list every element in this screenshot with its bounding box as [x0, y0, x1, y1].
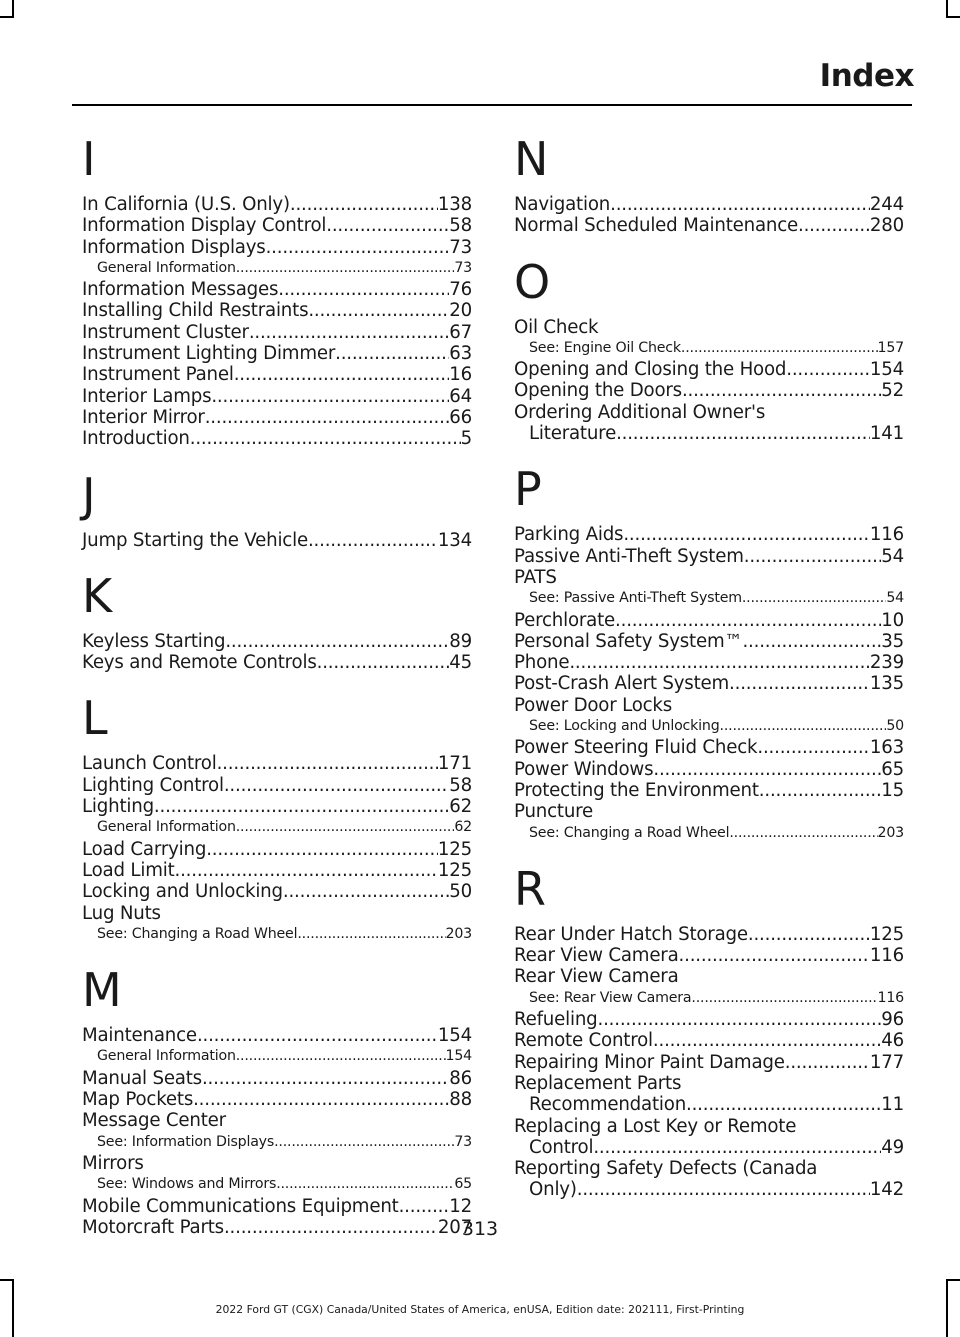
entry-page-number: 203: [445, 925, 472, 942]
entry-term: Lighting Control: [82, 774, 224, 796]
index-entry: [82, 1025, 472, 1046]
dot-leader: [274, 1132, 454, 1153]
index-entry: [82, 775, 472, 796]
entry-page-number: 280: [869, 215, 904, 237]
index-entry: [514, 631, 904, 652]
crop-mark: [0, 1279, 14, 1281]
entry-page-number: 125: [437, 859, 472, 881]
entry-page-number: 73: [454, 1133, 472, 1150]
footer-edition-info: 2022 Ford GT (CGX) Canada/United States of America, enUSA, Edition date: 202111, First-Printing: [215, 1303, 745, 1316]
dot-leader: [577, 1179, 870, 1200]
entry-term: Power Steering Fluid Check: [514, 737, 758, 759]
dot-leader: [193, 1089, 449, 1110]
dot-leader: [616, 423, 870, 444]
dot-leader: [786, 359, 870, 380]
entry-term: Perchlorate: [514, 609, 616, 631]
entry-page-number: 239: [869, 652, 904, 674]
entry-page-number: 66: [449, 406, 472, 428]
entry-page-number: 154: [869, 359, 904, 381]
section-entries: [82, 753, 472, 945]
dot-leader: [225, 631, 449, 652]
dot-leader: [742, 588, 886, 609]
entry-page-number: 15: [881, 779, 904, 801]
index-entry: [82, 407, 472, 428]
entry-term: Mirrors: [82, 1152, 144, 1174]
entry-term: Mobile Communications Equipment: [82, 1195, 399, 1217]
entry-term: Installing Child Restraints: [82, 300, 309, 322]
entry-page-number: 11: [881, 1094, 904, 1116]
index-entry: [82, 881, 472, 902]
section-entries: [82, 1025, 472, 1238]
dot-leader: [197, 1025, 438, 1046]
entry-term: See: Windows and Mirrors: [97, 1176, 277, 1193]
dot-leader: [679, 945, 870, 966]
entry-page-number: 10: [881, 609, 904, 631]
dot-leader: [236, 258, 455, 279]
entry-page-number: 96: [881, 1009, 904, 1031]
index-entry: [514, 780, 904, 801]
entry-term: Replacement Parts: [514, 1072, 682, 1094]
dot-leader: [399, 1196, 450, 1217]
index-entry: [514, 652, 904, 673]
entry-page-number: 16: [449, 364, 472, 386]
entry-page-number: 141: [869, 423, 904, 445]
entry-term: PATS: [514, 566, 557, 588]
crop-mark: [946, 1279, 960, 1281]
dot-leader: [317, 652, 450, 673]
dot-leader: [283, 881, 449, 902]
entry-page-number: 154: [445, 1048, 472, 1065]
entry-page-number: 116: [869, 524, 904, 546]
entry-term: General Information: [97, 1048, 236, 1065]
index-entry: [514, 1137, 904, 1158]
index-entry: [514, 546, 904, 567]
dot-leader: [798, 215, 870, 236]
entry-term: Keys and Remote Controls: [82, 652, 317, 674]
entry-page-number: 89: [449, 630, 472, 652]
index-subentry: [514, 716, 904, 737]
entry-term: Instrument Lighting Dimmer: [82, 343, 336, 365]
dot-leader: [681, 338, 878, 359]
section-letter: J: [82, 467, 96, 522]
index-entry: [82, 386, 472, 407]
index-subentry: [514, 338, 904, 359]
dot-leader: [653, 1030, 881, 1051]
entry-term: Lighting: [82, 796, 154, 818]
entry-term: Control: [529, 1136, 594, 1158]
index-entry: [514, 1009, 904, 1030]
entry-term: See: Passive Anti-Theft System: [529, 590, 742, 607]
entry-term: Reporting Safety Defects (Canada: [514, 1158, 818, 1180]
dot-leader: [224, 775, 449, 796]
index-subentry: [82, 1046, 472, 1067]
dot-leader: [236, 817, 455, 838]
dot-leader: [623, 524, 870, 545]
entry-term: See: Information Displays: [97, 1133, 275, 1150]
dot-leader: [729, 673, 870, 694]
dot-leader: [744, 546, 882, 567]
index-entry: [82, 796, 472, 817]
entry-page-number: 35: [881, 630, 904, 652]
entry-page-number: 116: [877, 989, 904, 1006]
entry-term: Protecting the Environment: [514, 779, 759, 801]
entry-page-number: 157: [877, 339, 904, 356]
entry-term: Information Displays: [82, 236, 266, 258]
index-entry: [82, 1196, 472, 1217]
index-entry: [514, 1158, 904, 1179]
entry-page-number: 142: [869, 1179, 904, 1201]
entry-term: Information Display Control: [82, 215, 327, 237]
index-entry: [514, 1052, 904, 1073]
index-entry: [514, 1030, 904, 1051]
dot-leader: [206, 839, 438, 860]
dot-leader: [653, 759, 881, 780]
dot-leader: [691, 988, 877, 1009]
entry-page-number: 5: [460, 428, 472, 450]
section-entries: [82, 631, 472, 674]
dot-leader: [297, 924, 445, 945]
dot-leader: [290, 194, 438, 215]
dot-leader: [615, 610, 881, 631]
index-entry: [514, 359, 904, 380]
dot-leader: [598, 1009, 882, 1030]
index-subentry: [82, 924, 472, 945]
dot-leader: [205, 407, 450, 428]
entry-page-number: 63: [449, 343, 472, 365]
index-entry: [82, 364, 472, 385]
dot-leader: [236, 1046, 446, 1067]
index-column-right: [514, 132, 904, 1201]
section-entries: [514, 524, 904, 843]
entry-term: Manual Seats: [82, 1067, 202, 1089]
index-entry: [514, 194, 904, 215]
entry-term: Rear Under Hatch Storage: [514, 923, 748, 945]
entry-term: Passive Anti-Theft System: [514, 545, 744, 567]
entry-page-number: 203: [877, 824, 904, 841]
entry-page-number: 62: [449, 796, 472, 818]
section-entries: [82, 194, 472, 450]
entry-page-number: 116: [869, 945, 904, 967]
entry-page-number: 73: [454, 259, 472, 276]
entry-term: Power Windows: [514, 758, 654, 780]
dot-leader: [190, 428, 461, 449]
entry-page-number: 64: [449, 385, 472, 407]
entry-term: Opening the Doors: [514, 380, 682, 402]
section-letter: I: [82, 132, 96, 186]
entry-term: See: Locking and Unlocking: [529, 718, 720, 735]
dot-leader: [234, 364, 450, 385]
entry-term: Launch Control: [82, 753, 217, 775]
entry-page-number: 73: [449, 236, 472, 258]
entry-term: Normal Scheduled Maintenance: [514, 215, 799, 237]
index-entry: [514, 1094, 904, 1115]
index-entry: [82, 1153, 472, 1174]
index-entry: [82, 631, 472, 652]
index-entry: [82, 1089, 472, 1110]
entry-page-number: 135: [869, 673, 904, 695]
section-letter: P: [514, 462, 542, 517]
index-entry: [82, 428, 472, 449]
entry-term: Message Center: [82, 1110, 226, 1132]
index-entry: [82, 237, 472, 258]
index-subentry: [82, 1174, 472, 1195]
dot-leader: [278, 279, 449, 300]
entry-page-number: 67: [449, 321, 472, 343]
entry-term: Jump Starting the Vehicle: [82, 529, 308, 551]
entry-term: Information Messages: [82, 279, 279, 301]
entry-term: Literature: [529, 423, 617, 445]
entry-term: Power Door Locks: [514, 694, 673, 716]
crop-mark: [946, 16, 960, 18]
entry-term: See: Changing a Road Wheel: [529, 824, 730, 841]
entry-page-number: 177: [869, 1051, 904, 1073]
index-column-left: [82, 132, 472, 1238]
index-entry: [82, 194, 472, 215]
dot-leader: [569, 652, 870, 673]
entry-page-number: 52: [881, 380, 904, 402]
section-letter: R: [514, 861, 546, 916]
index-subentry: [514, 588, 904, 609]
section-entries: [514, 194, 904, 237]
entry-page-number: 125: [437, 838, 472, 860]
index-entry: [82, 300, 472, 321]
index-entry: [514, 966, 904, 987]
index-entry: [82, 1110, 472, 1131]
index-entry: [514, 1073, 904, 1094]
entry-page-number: 62: [454, 819, 472, 836]
section-letter: N: [514, 132, 549, 186]
index-entry: [514, 317, 904, 338]
entry-term: Instrument Panel: [82, 364, 234, 386]
entry-page-number: 50: [449, 881, 472, 903]
dot-leader: [729, 823, 877, 844]
entry-term: Rear View Camera: [514, 966, 679, 988]
entry-term: See: Engine Oil Check: [529, 339, 681, 356]
index-entry: [82, 652, 472, 673]
entry-term: Navigation: [514, 194, 611, 215]
crop-mark: [0, 16, 14, 18]
index-entry: [514, 215, 904, 236]
entry-term: See: Changing a Road Wheel: [97, 925, 298, 942]
section-entries: [514, 317, 904, 445]
dot-leader: [720, 716, 887, 737]
page-title: Index: [819, 58, 914, 94]
index-subentry: [82, 1132, 472, 1153]
entry-term: General Information: [97, 259, 236, 276]
entry-page-number: 50: [886, 718, 904, 735]
entry-term: See: Rear View Camera: [529, 989, 692, 1006]
entry-term: Opening and Closing the Hood: [514, 359, 787, 381]
section-letter: M: [82, 963, 122, 1018]
index-subentry: [514, 823, 904, 844]
dot-leader: [748, 924, 870, 945]
section-entries: [82, 530, 472, 551]
entry-page-number: 65: [454, 1176, 472, 1193]
index-entry: [514, 924, 904, 945]
entry-page-number: 154: [437, 1025, 472, 1047]
dot-leader: [686, 1094, 881, 1115]
dot-leader: [175, 860, 438, 881]
entry-page-number: 125: [869, 923, 904, 945]
title-divider: [72, 104, 912, 106]
entry-term: Interior Lamps: [82, 385, 212, 407]
dot-leader: [249, 322, 449, 343]
index-entry: [514, 610, 904, 631]
entry-term: Lug Nuts: [82, 902, 161, 924]
index-entry: [82, 322, 472, 343]
entry-term: Interior Mirror: [82, 406, 205, 428]
entry-page-number: 45: [449, 652, 472, 674]
index-entry: [82, 343, 472, 364]
dot-leader: [742, 631, 881, 652]
entry-page-number: 244: [869, 194, 904, 215]
entry-term: In California (U.S. Only): [82, 194, 290, 215]
entry-page-number: 134: [437, 529, 472, 551]
entry-term: Instrument Cluster: [82, 321, 249, 343]
entry-term: Ordering Additional Owner's: [514, 401, 766, 423]
index-entry: [514, 673, 904, 694]
entry-term: Recommendation: [529, 1094, 687, 1116]
entry-term: Rear View Camera: [514, 945, 679, 967]
entry-term: Load Limit: [82, 859, 175, 881]
index-entry: [514, 402, 904, 423]
entry-term: Replacing a Lost Key or Remote: [514, 1115, 797, 1137]
entry-page-number: 65: [881, 758, 904, 780]
entry-term: Locking and Unlocking: [82, 881, 283, 903]
index-subentry: [514, 988, 904, 1009]
entry-term: Load Carrying: [82, 838, 207, 860]
entry-term: Oil Check: [514, 316, 599, 338]
dot-leader: [759, 780, 881, 801]
entry-term: Puncture: [514, 801, 594, 823]
dot-leader: [266, 237, 450, 258]
entry-term: General Information: [97, 819, 236, 836]
index-subentry: [82, 817, 472, 838]
entry-term: Repairing Minor Paint Damage: [514, 1051, 785, 1073]
entry-page-number: 20: [449, 300, 472, 322]
dot-leader: [308, 300, 449, 321]
dot-leader: [202, 1068, 449, 1089]
entry-page-number: 54: [886, 590, 904, 607]
entry-page-number: 12: [449, 1195, 472, 1217]
dot-leader: [211, 386, 449, 407]
dot-leader: [682, 380, 881, 401]
entry-page-number: 207: [437, 1216, 472, 1238]
entry-term: Only): [529, 1179, 577, 1201]
entry-term: Parking Aids: [514, 524, 624, 546]
dot-leader: [785, 1052, 870, 1073]
index-entry: [514, 945, 904, 966]
index-entry: [514, 801, 904, 822]
entry-page-number: 58: [449, 215, 472, 237]
dot-leader: [610, 194, 870, 215]
entry-page-number: 88: [449, 1089, 472, 1111]
page-number: 313: [461, 1218, 499, 1240]
entry-page-number: 86: [449, 1067, 472, 1089]
index-entry: [82, 215, 472, 236]
entry-term: Keyless Starting: [82, 630, 226, 652]
dot-leader: [593, 1137, 881, 1158]
index-entry: [514, 737, 904, 758]
section-letter: K: [82, 568, 113, 623]
entry-term: Post-Crash Alert System: [514, 673, 730, 695]
index-entry: [82, 530, 472, 551]
dot-leader: [217, 753, 438, 774]
dot-leader: [154, 796, 449, 817]
entry-term: Personal Safety System™: [514, 630, 743, 652]
entry-term: Maintenance: [82, 1025, 197, 1047]
entry-page-number: 76: [449, 279, 472, 301]
index-entry: [82, 279, 472, 300]
entry-page-number: 138: [437, 194, 472, 215]
entry-term: Refueling: [514, 1009, 598, 1031]
index-entry: [514, 567, 904, 588]
section-letter: L: [82, 691, 108, 746]
index-entry: [82, 903, 472, 924]
index-entry: [514, 1179, 904, 1200]
index-entry: [82, 839, 472, 860]
index-entry: [82, 753, 472, 774]
section-entries: [514, 924, 904, 1201]
entry-page-number: 46: [881, 1030, 904, 1052]
entry-page-number: 54: [881, 545, 904, 567]
entry-term: Introduction: [82, 428, 190, 450]
index-entry: [514, 524, 904, 545]
entry-page-number: 171: [437, 753, 472, 775]
entry-page-number: 49: [881, 1136, 904, 1158]
dot-leader: [335, 343, 449, 364]
index-entry: [514, 1116, 904, 1137]
index-entry: [514, 380, 904, 401]
index-entry: [82, 1068, 472, 1089]
dot-leader: [326, 215, 449, 236]
entry-term: Motorcraft Parts: [82, 1216, 224, 1238]
section-letter: O: [514, 254, 551, 309]
dot-leader: [276, 1174, 454, 1195]
index-entry: [82, 860, 472, 881]
entry-term: Map Pockets: [82, 1089, 194, 1111]
entry-page-number: 58: [449, 774, 472, 796]
index-entry: [514, 423, 904, 444]
entry-page-number: 163: [869, 737, 904, 759]
index-entry: [514, 695, 904, 716]
dot-leader: [757, 737, 869, 758]
entry-term: Phone: [514, 652, 570, 674]
index-subentry: [82, 258, 472, 279]
dot-leader: [308, 530, 438, 551]
index-entry: [514, 759, 904, 780]
entry-term: Remote Control: [514, 1030, 653, 1052]
